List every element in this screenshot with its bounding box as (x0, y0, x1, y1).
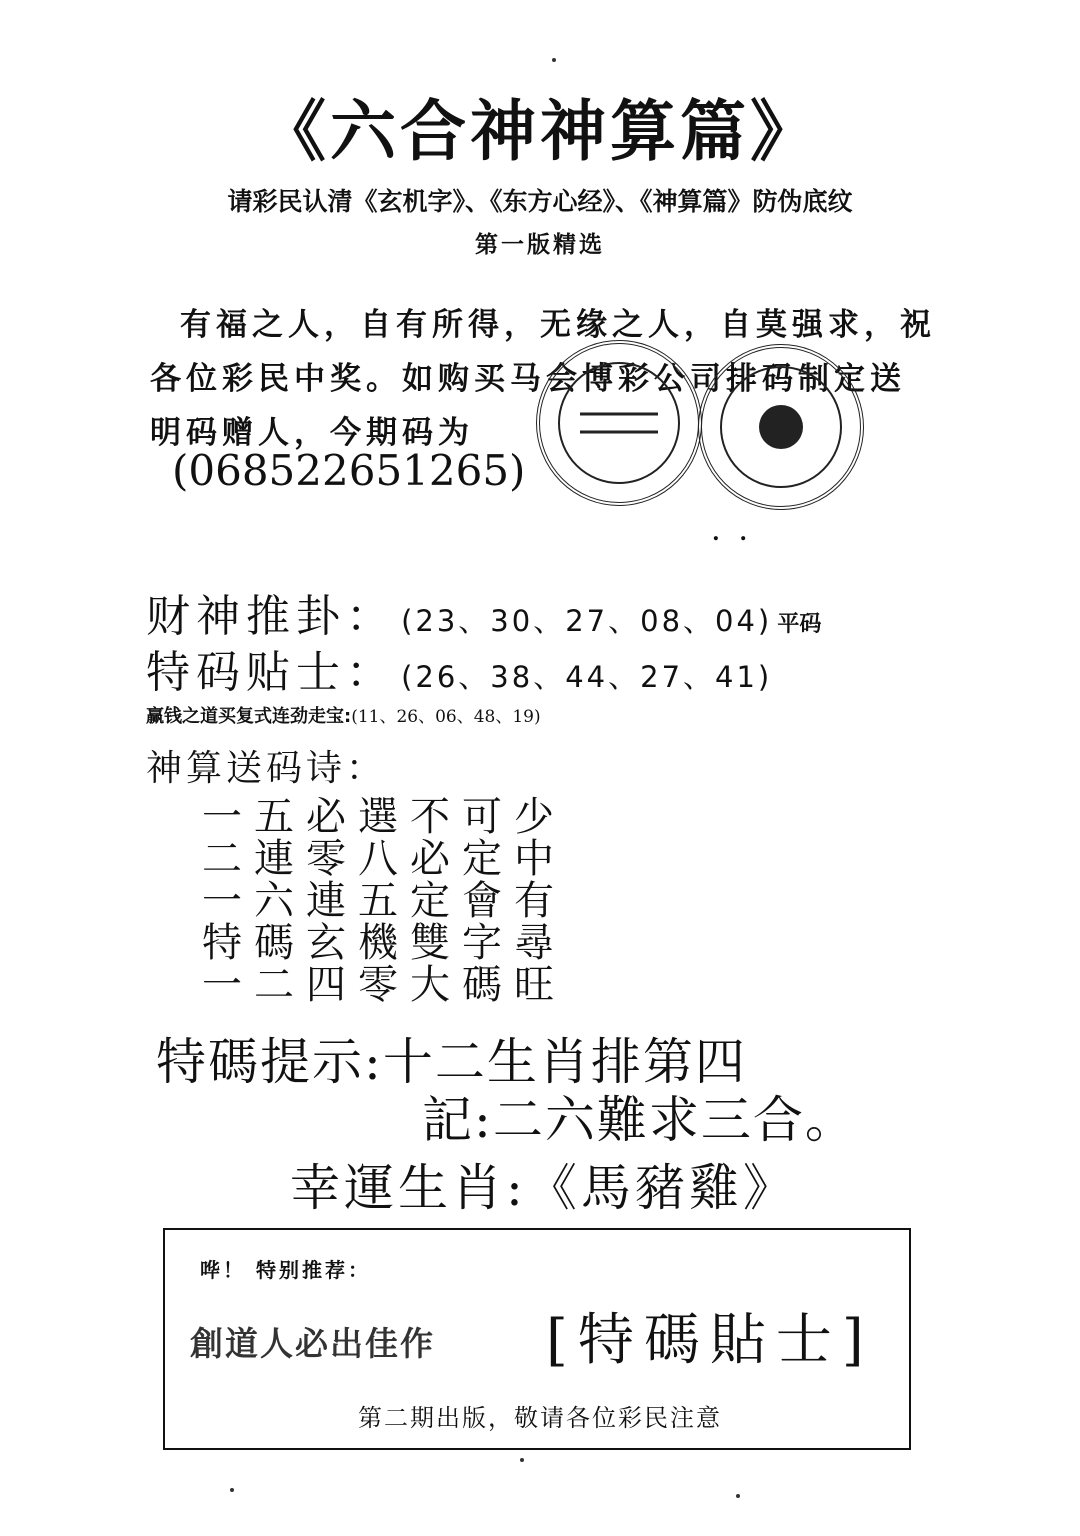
poem-line: 一六連五定會有 (202, 878, 566, 924)
poem-line: 一五必選不可少 (202, 794, 566, 840)
special-code-numbers: (26、38、44、27、41) (401, 660, 773, 694)
poem-line-cropped: 一二四零大碼旺 (202, 962, 566, 1008)
special-code-hint: 特碼提示:十二生肖排第四 (156, 1033, 747, 1091)
poem-line: 特碼玄機雙字尋 (202, 920, 566, 966)
scan-speck (552, 58, 556, 62)
fortune-god-pick (146, 580, 821, 644)
phone-number: (068522651265) (172, 446, 526, 495)
seal-ring-icon (702, 348, 860, 506)
intro-paragraph: 有福之人，自有所得，无缘之人，自莫强求，祝各位彩民中奖。如购买马会博彩公司排码制定送明码赠人，今期码为 (150, 307, 936, 451)
recommended-product-title: [特碼貼士] (546, 1308, 874, 1373)
edition-label: 第一版精选 (475, 232, 605, 258)
recommendation-footer: 第二期出版，敬请各位彩民注意 (358, 1404, 722, 1432)
seal-ring-icon (540, 344, 698, 502)
fortune-god-numbers: (23、30、27、08、04) (401, 604, 773, 638)
fortune-god-note: 平码 (777, 612, 822, 637)
winning-way-line (146, 702, 541, 728)
poem-heading: 神算送码诗： (146, 748, 387, 789)
scan-speck (230, 1488, 234, 1492)
winning-way-label: 赢钱之道买复式连劲走宝: (146, 706, 352, 727)
fortune-god-label: 财神推卦： (146, 591, 396, 642)
poem-line: 二連零八必定中 (202, 836, 566, 882)
round-seal-stamp-secondary (698, 344, 864, 510)
anti-counterfeit-notice: 请彩民认清《玄机字》、《东方心经》、《神算篇》防伪底纹 (227, 187, 853, 216)
scan-speck (736, 1494, 740, 1498)
special-code-tip (146, 636, 772, 700)
lucky-zodiac: 幸運生肖:《馬豬雞》 (290, 1159, 797, 1217)
recommendation-lead: 創道人必出佳作 (190, 1324, 435, 1363)
number-poem (202, 794, 566, 1008)
recommendation-heading: 哗！ 特别推荐： (200, 1258, 371, 1282)
page-title: 《六合神神算篇》 (260, 93, 820, 170)
winning-way-numbers: (11、26、06、48、19) (351, 707, 541, 727)
round-seal-stamp (536, 340, 702, 506)
special-code-hint-note: 記:二六難求三合。 (422, 1091, 857, 1149)
scan-speck (520, 1458, 524, 1462)
special-code-label: 特码贴士： (146, 647, 396, 698)
stray-dots: . . (712, 520, 753, 546)
